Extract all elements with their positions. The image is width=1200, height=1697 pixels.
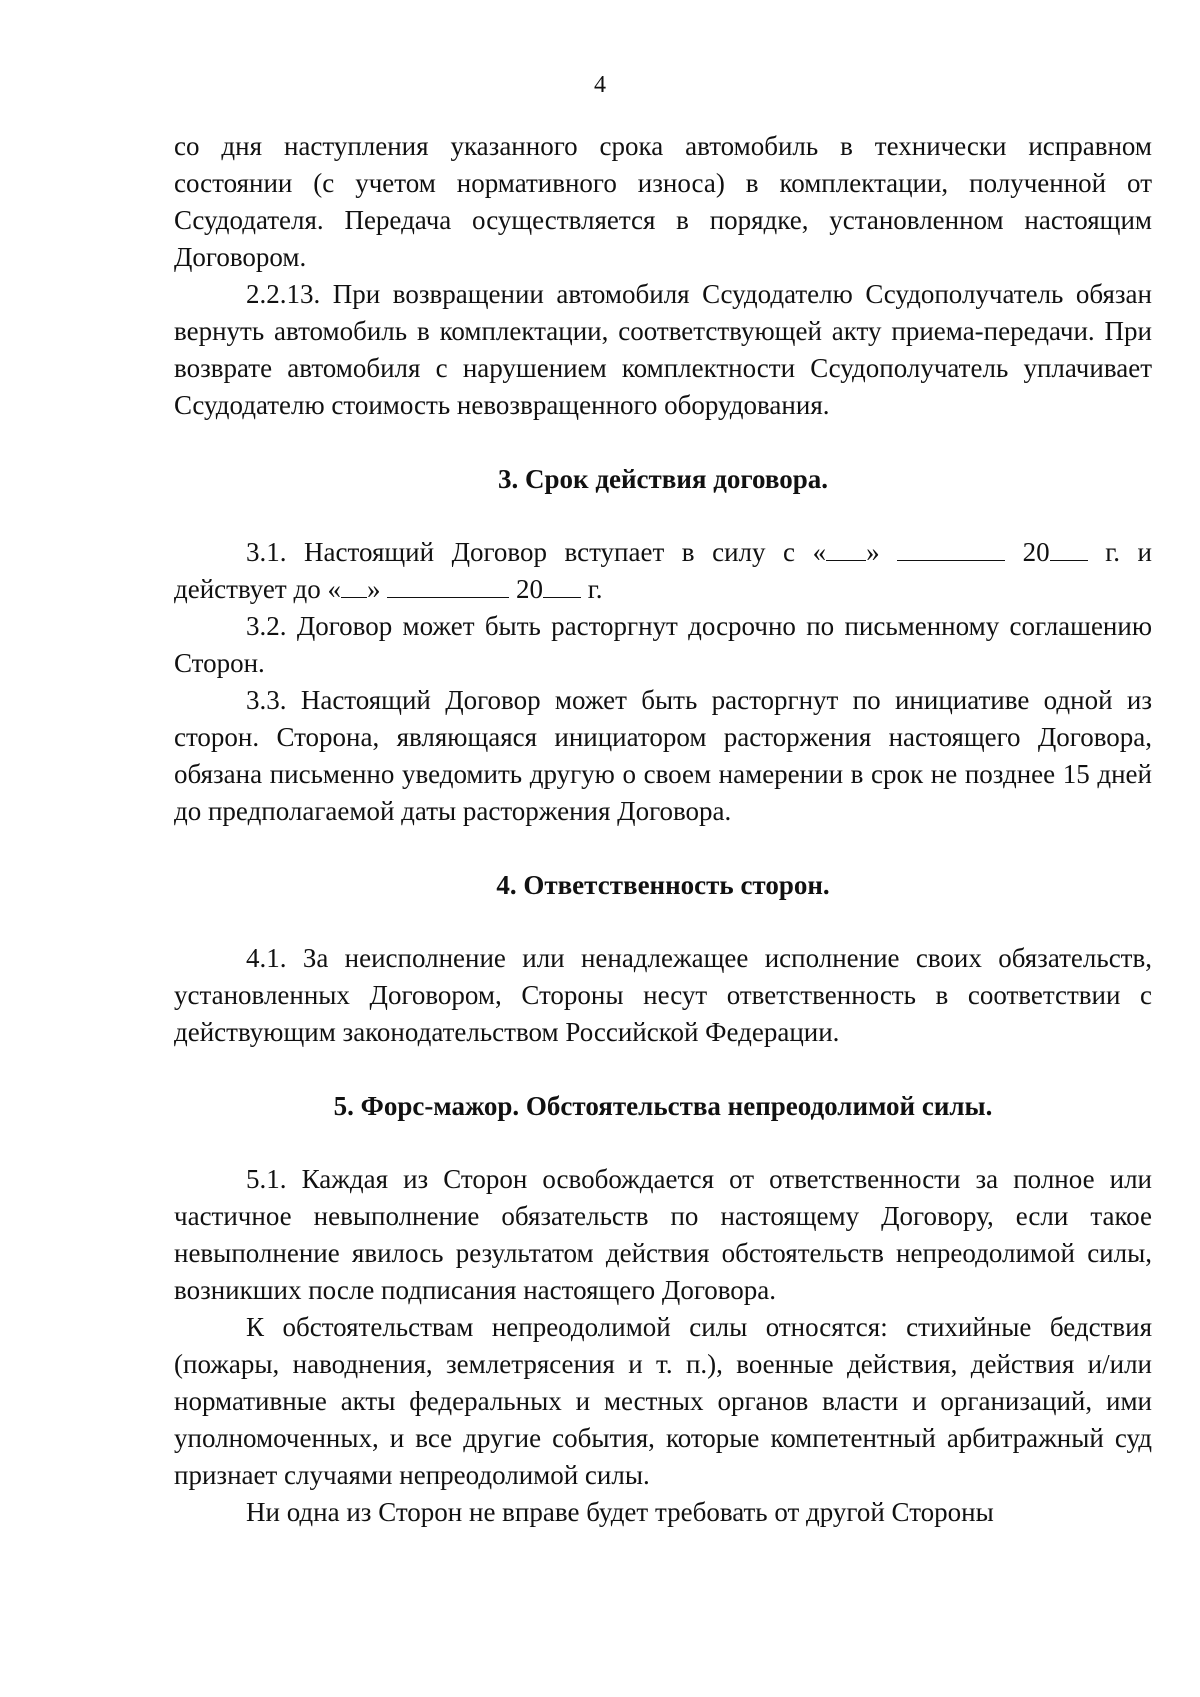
page-number: 4 — [594, 72, 606, 98]
paragraph-2-2-13: 2.2.13. При возвращении автомобиля Ссудодателю Ссудополучатель обязан вернуть автомобиль в комплектации, соответствующей акту приема-передачи. При возврате автомобиля с нарушением комплектности Ссудополучатель уплачивает Ссудодателю стоимость невозвращенного оборудования. — [174, 279, 1152, 420]
month-blank-start — [897, 538, 1005, 561]
paragraph-3-1-text-e: » — [366, 574, 388, 604]
paragraph-last: Ни одна из Сторон не вправе будет требовать от другой Стороны — [246, 1497, 994, 1527]
spacer — [174, 1125, 1152, 1161]
paragraph-3-1-text-f: 20 — [509, 574, 543, 604]
paragraph-3-1-text-b: » — [866, 537, 898, 567]
day-blank-end — [341, 575, 367, 598]
section-4-heading: 4. Ответственность сторон. — [496, 870, 830, 900]
paragraph-3-1 — [174, 534, 1152, 608]
section-3-heading: 3. Срок действия договора. — [498, 464, 828, 494]
paragraph-4-1: 4.1. За неисполнение или ненадлежащее исполнение своих обязательств, установленных Договором, Стороны несут ответственность в соответствии с действующим законодательством Российской Федерации. — [174, 943, 1152, 1047]
month-blank-end — [387, 575, 509, 598]
paragraph-continued: со дня наступления указанного срока автомобиль в технически исправном состоянии (с учетом нормативного износа) в комплектации, полученной от Ссудодателя. Передача осуществляется в порядке, установленном настоящим Договором. — [174, 131, 1152, 272]
spacer — [174, 424, 1152, 461]
paragraph-3-1-text-d: г. и действует до « — [174, 537, 1152, 604]
day-blank-start — [826, 538, 866, 561]
year-blank-end — [543, 575, 581, 598]
paragraph-force-majeure: К обстоятельствам непреодолимой силы относятся: стихийные бедствия (пожары, наводнения, землетрясения и т. п.), военные действия, действия и/или нормативные акты федеральных и местных органов власти и организаций, ими уполномоченных, и все другие события, которые компетентный арбитражный суд признает случаями непреодолимой силы. — [174, 1312, 1152, 1490]
document-body — [174, 128, 1152, 1531]
year-blank-start — [1050, 538, 1088, 561]
section-5-heading: 5. Форс-мажор. Обстоятельства непреодолимой силы. — [333, 1091, 993, 1121]
paragraph-5-1: 5.1. Каждая из Сторон освобождается от ответственности за полное или частичное невыполнение обязательств по настоящему Договору, если такое невыполнение явилось результатом действия обстоятельств непреодолимой силы, возникших после подписания настоящего Договора. — [174, 1164, 1152, 1305]
paragraph-3-1-text-c: 20 — [1005, 537, 1050, 567]
paragraph-3-1-text-g: г. — [580, 574, 603, 604]
spacer — [174, 1051, 1152, 1088]
spacer — [174, 498, 1152, 534]
paragraph-3-3: 3.3. Настоящий Договор может быть расторгнут по инициативе одной из сторон. Сторона, являющаяся инициатором расторжения настоящего Договора, обязана письменно уведомить другую о своем намерении в срок не позднее 15 дней до предполагаемой даты расторжения Договора. — [174, 685, 1152, 826]
paragraph-3-2: 3.2. Договор может быть расторгнут досрочно по письменному соглашению Сторон. — [174, 611, 1152, 678]
paragraph-3-1-text-a: 3.1. Настоящий Договор вступает в силу с « — [246, 537, 827, 567]
spacer — [174, 830, 1152, 867]
spacer — [174, 904, 1152, 940]
